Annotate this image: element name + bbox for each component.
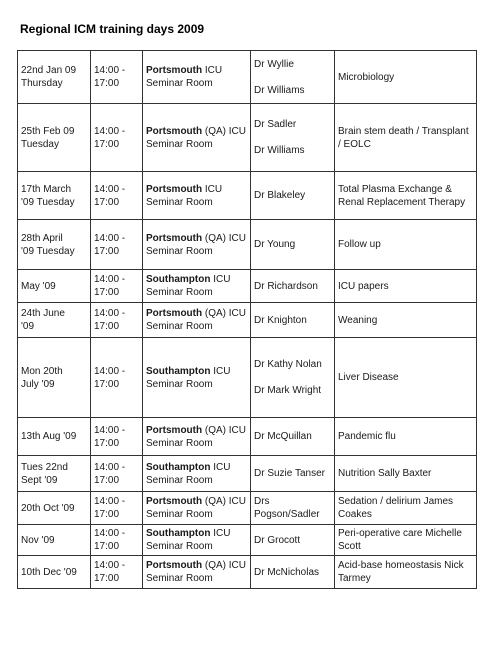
time-cell	[91, 172, 143, 220]
speaker-name: Dr McNicholas	[254, 566, 320, 578]
date-cell	[18, 418, 91, 456]
location-cell	[143, 303, 251, 338]
time-line: 14:00 -	[94, 65, 126, 76]
time-line: 17:00	[94, 78, 120, 89]
speaker-cell	[251, 338, 335, 418]
time-line: 17:00	[94, 474, 120, 486]
time-cell	[91, 456, 143, 492]
date-line: Tuesday	[21, 138, 59, 150]
date-line: Tues 22nd	[21, 461, 68, 473]
table-row	[18, 172, 477, 220]
speaker-name: Dr Wyllie	[254, 58, 294, 70]
date-cell	[18, 104, 91, 172]
location-cell	[143, 172, 251, 220]
date-cell	[18, 270, 91, 303]
speaker-cell	[251, 556, 335, 589]
speaker-name: Dr Mark Wright	[254, 385, 322, 396]
time-line: 17:00	[94, 287, 120, 298]
date-cell	[18, 556, 91, 589]
date-line: 24th June	[21, 308, 65, 319]
date-line: 22nd Jan 09	[21, 65, 77, 76]
date-line: July '09	[21, 378, 55, 390]
document-title: Regional ICM training days 2009	[20, 22, 205, 36]
table-row	[18, 525, 477, 556]
location-city: Portsmouth	[146, 424, 203, 436]
location-city: Portsmouth	[146, 496, 203, 507]
speaker-name: Dr Williams	[254, 145, 305, 156]
table-row	[18, 338, 477, 418]
table-row	[18, 270, 477, 303]
time-line: 14:00 -	[94, 496, 126, 507]
date-line: Nov '09	[21, 534, 55, 546]
time-line: 17:00	[94, 509, 120, 520]
time-line: 17:00	[94, 196, 120, 208]
time-cell	[91, 525, 143, 556]
date-cell	[18, 525, 91, 556]
speaker-name: Dr Knighton	[254, 314, 307, 326]
topic-cell: Peri-operative care Michelle Scott	[335, 525, 477, 556]
date-cell	[18, 51, 91, 104]
time-line: 14:00 -	[94, 528, 126, 539]
location-room: (QA) ICU Seminar Room	[146, 125, 249, 150]
speaker-name: Dr Suzie Tanser	[254, 468, 325, 479]
date-line: 25th Feb 09	[21, 125, 75, 137]
topic-cell: Nutrition Sally Baxter	[335, 456, 477, 492]
topic-cell: Total Plasma Exchange & Renal Replacement Therapy	[335, 172, 477, 220]
speaker-cell	[251, 220, 335, 270]
time-line: 17:00	[94, 378, 120, 390]
time-cell	[91, 51, 143, 104]
date-cell	[18, 303, 91, 338]
time-line: 17:00	[94, 573, 120, 584]
speaker-name: Dr Williams	[254, 84, 305, 96]
time-cell	[91, 104, 143, 172]
location-room: ICU Seminar Room	[146, 183, 225, 208]
location-cell	[143, 51, 251, 104]
date-line: Thursday	[21, 78, 63, 89]
speaker-cell	[251, 303, 335, 338]
speaker-name: Dr Kathy Nolan	[254, 359, 322, 370]
training-schedule-table	[17, 50, 477, 589]
date-line: 17th March	[21, 183, 72, 195]
location-room: ICU Seminar Room	[146, 365, 234, 390]
location-cell	[143, 418, 251, 456]
location-room: (QA) ICU Seminar Room	[146, 232, 249, 257]
date-line: '09	[21, 321, 35, 332]
time-cell	[91, 338, 143, 418]
speaker-name: Dr Grocott	[254, 534, 301, 546]
speaker-cell	[251, 51, 335, 104]
speaker-cell	[251, 492, 335, 525]
location-cell	[143, 338, 251, 418]
speaker-cell	[251, 525, 335, 556]
time-line: 14:00 -	[94, 125, 126, 137]
time-line: 14:00 -	[94, 232, 126, 244]
date-line: 20th Oct '09	[21, 502, 75, 514]
date-line: '09 Tuesday	[21, 196, 75, 208]
date-line: 28th April	[21, 232, 63, 244]
location-room: ICU Seminar Room	[146, 461, 234, 486]
table-row	[18, 303, 477, 338]
table-row	[18, 104, 477, 172]
speaker-cell	[251, 418, 335, 456]
date-cell	[18, 338, 91, 418]
time-line: 14:00 -	[94, 424, 126, 436]
location-cell	[143, 492, 251, 525]
table-row	[18, 220, 477, 270]
date-line: May '09	[21, 280, 56, 292]
date-line: 10th Dec '09	[21, 566, 77, 578]
time-cell	[91, 556, 143, 589]
location-city: Southampton	[146, 461, 211, 473]
location-room: (QA) ICU Seminar Room	[146, 560, 249, 584]
location-city: Portsmouth	[146, 125, 203, 137]
time-cell	[91, 303, 143, 338]
time-line: 17:00	[94, 245, 120, 257]
schedule-body	[18, 51, 477, 589]
time-line: 14:00 -	[94, 274, 126, 285]
topic-cell: Pandemic flu	[335, 418, 477, 456]
topic-cell: Acid-base homeostasis Nick Tarmey	[335, 556, 477, 589]
location-room: (QA) ICU Seminar Room	[146, 496, 249, 520]
topic-cell: ICU papers	[335, 270, 477, 303]
location-city: Southampton	[146, 365, 211, 377]
time-line: 14:00 -	[94, 560, 126, 571]
location-cell	[143, 104, 251, 172]
location-room: ICU Seminar Room	[146, 65, 225, 89]
topic-cell: Microbiology	[335, 51, 477, 104]
time-line: 17:00	[94, 437, 120, 449]
topic-cell: Liver Disease	[335, 338, 477, 418]
time-cell	[91, 270, 143, 303]
time-line: 17:00	[94, 541, 120, 552]
location-city: Portsmouth	[146, 65, 203, 76]
speaker-name: Dr Young	[254, 239, 296, 250]
location-city: Portsmouth	[146, 232, 203, 244]
topic-cell: Follow up	[335, 220, 477, 270]
date-cell	[18, 172, 91, 220]
location-cell	[143, 270, 251, 303]
topic-cell: Brain stem death / Transplant / EOLC	[335, 104, 477, 172]
date-line: '09 Tuesday	[21, 245, 75, 257]
location-cell	[143, 556, 251, 589]
topic-cell: Sedation / delirium James Coakes	[335, 492, 477, 525]
date-cell	[18, 220, 91, 270]
speaker-name: Dr Sadler	[254, 119, 297, 130]
location-city: Portsmouth	[146, 308, 203, 319]
location-room: (QA) ICU Seminar Room	[146, 308, 249, 332]
location-cell	[143, 220, 251, 270]
date-line: 13th Aug '09	[21, 431, 77, 442]
time-cell	[91, 492, 143, 525]
location-room: ICU Seminar Room	[146, 274, 234, 298]
speaker-name: Dr Blakeley	[254, 190, 306, 201]
speaker-cell	[251, 456, 335, 492]
time-line: 14:00 -	[94, 183, 126, 195]
location-room: (QA) ICU Seminar Room	[146, 424, 249, 449]
table-row	[18, 418, 477, 456]
table-row	[18, 456, 477, 492]
speaker-name: Drs Pogson/Sadler	[254, 496, 320, 520]
date-line: Mon 20th	[21, 365, 63, 377]
date-cell	[18, 456, 91, 492]
table-row	[18, 556, 477, 589]
time-line: 14:00 -	[94, 365, 126, 377]
date-line: Sept '09	[21, 474, 58, 486]
table-row	[18, 51, 477, 104]
speaker-name: Dr McQuillan	[254, 431, 312, 442]
location-cell	[143, 456, 251, 492]
time-line: 17:00	[94, 321, 120, 332]
location-city: Portsmouth	[146, 183, 203, 195]
speaker-cell	[251, 104, 335, 172]
time-line: 17:00	[94, 138, 120, 150]
location-city: Southampton	[146, 274, 211, 285]
time-line: 14:00 -	[94, 308, 126, 319]
time-line: 14:00 -	[94, 461, 126, 473]
topic-cell: Weaning	[335, 303, 477, 338]
speaker-cell	[251, 270, 335, 303]
location-city: Southampton	[146, 528, 211, 539]
speaker-name: Dr Richardson	[254, 280, 318, 292]
location-cell	[143, 525, 251, 556]
time-cell	[91, 220, 143, 270]
location-room: ICU Seminar Room	[146, 528, 234, 552]
time-cell	[91, 418, 143, 456]
speaker-cell	[251, 172, 335, 220]
date-cell	[18, 492, 91, 525]
table-row	[18, 492, 477, 525]
location-city: Portsmouth	[146, 560, 203, 571]
